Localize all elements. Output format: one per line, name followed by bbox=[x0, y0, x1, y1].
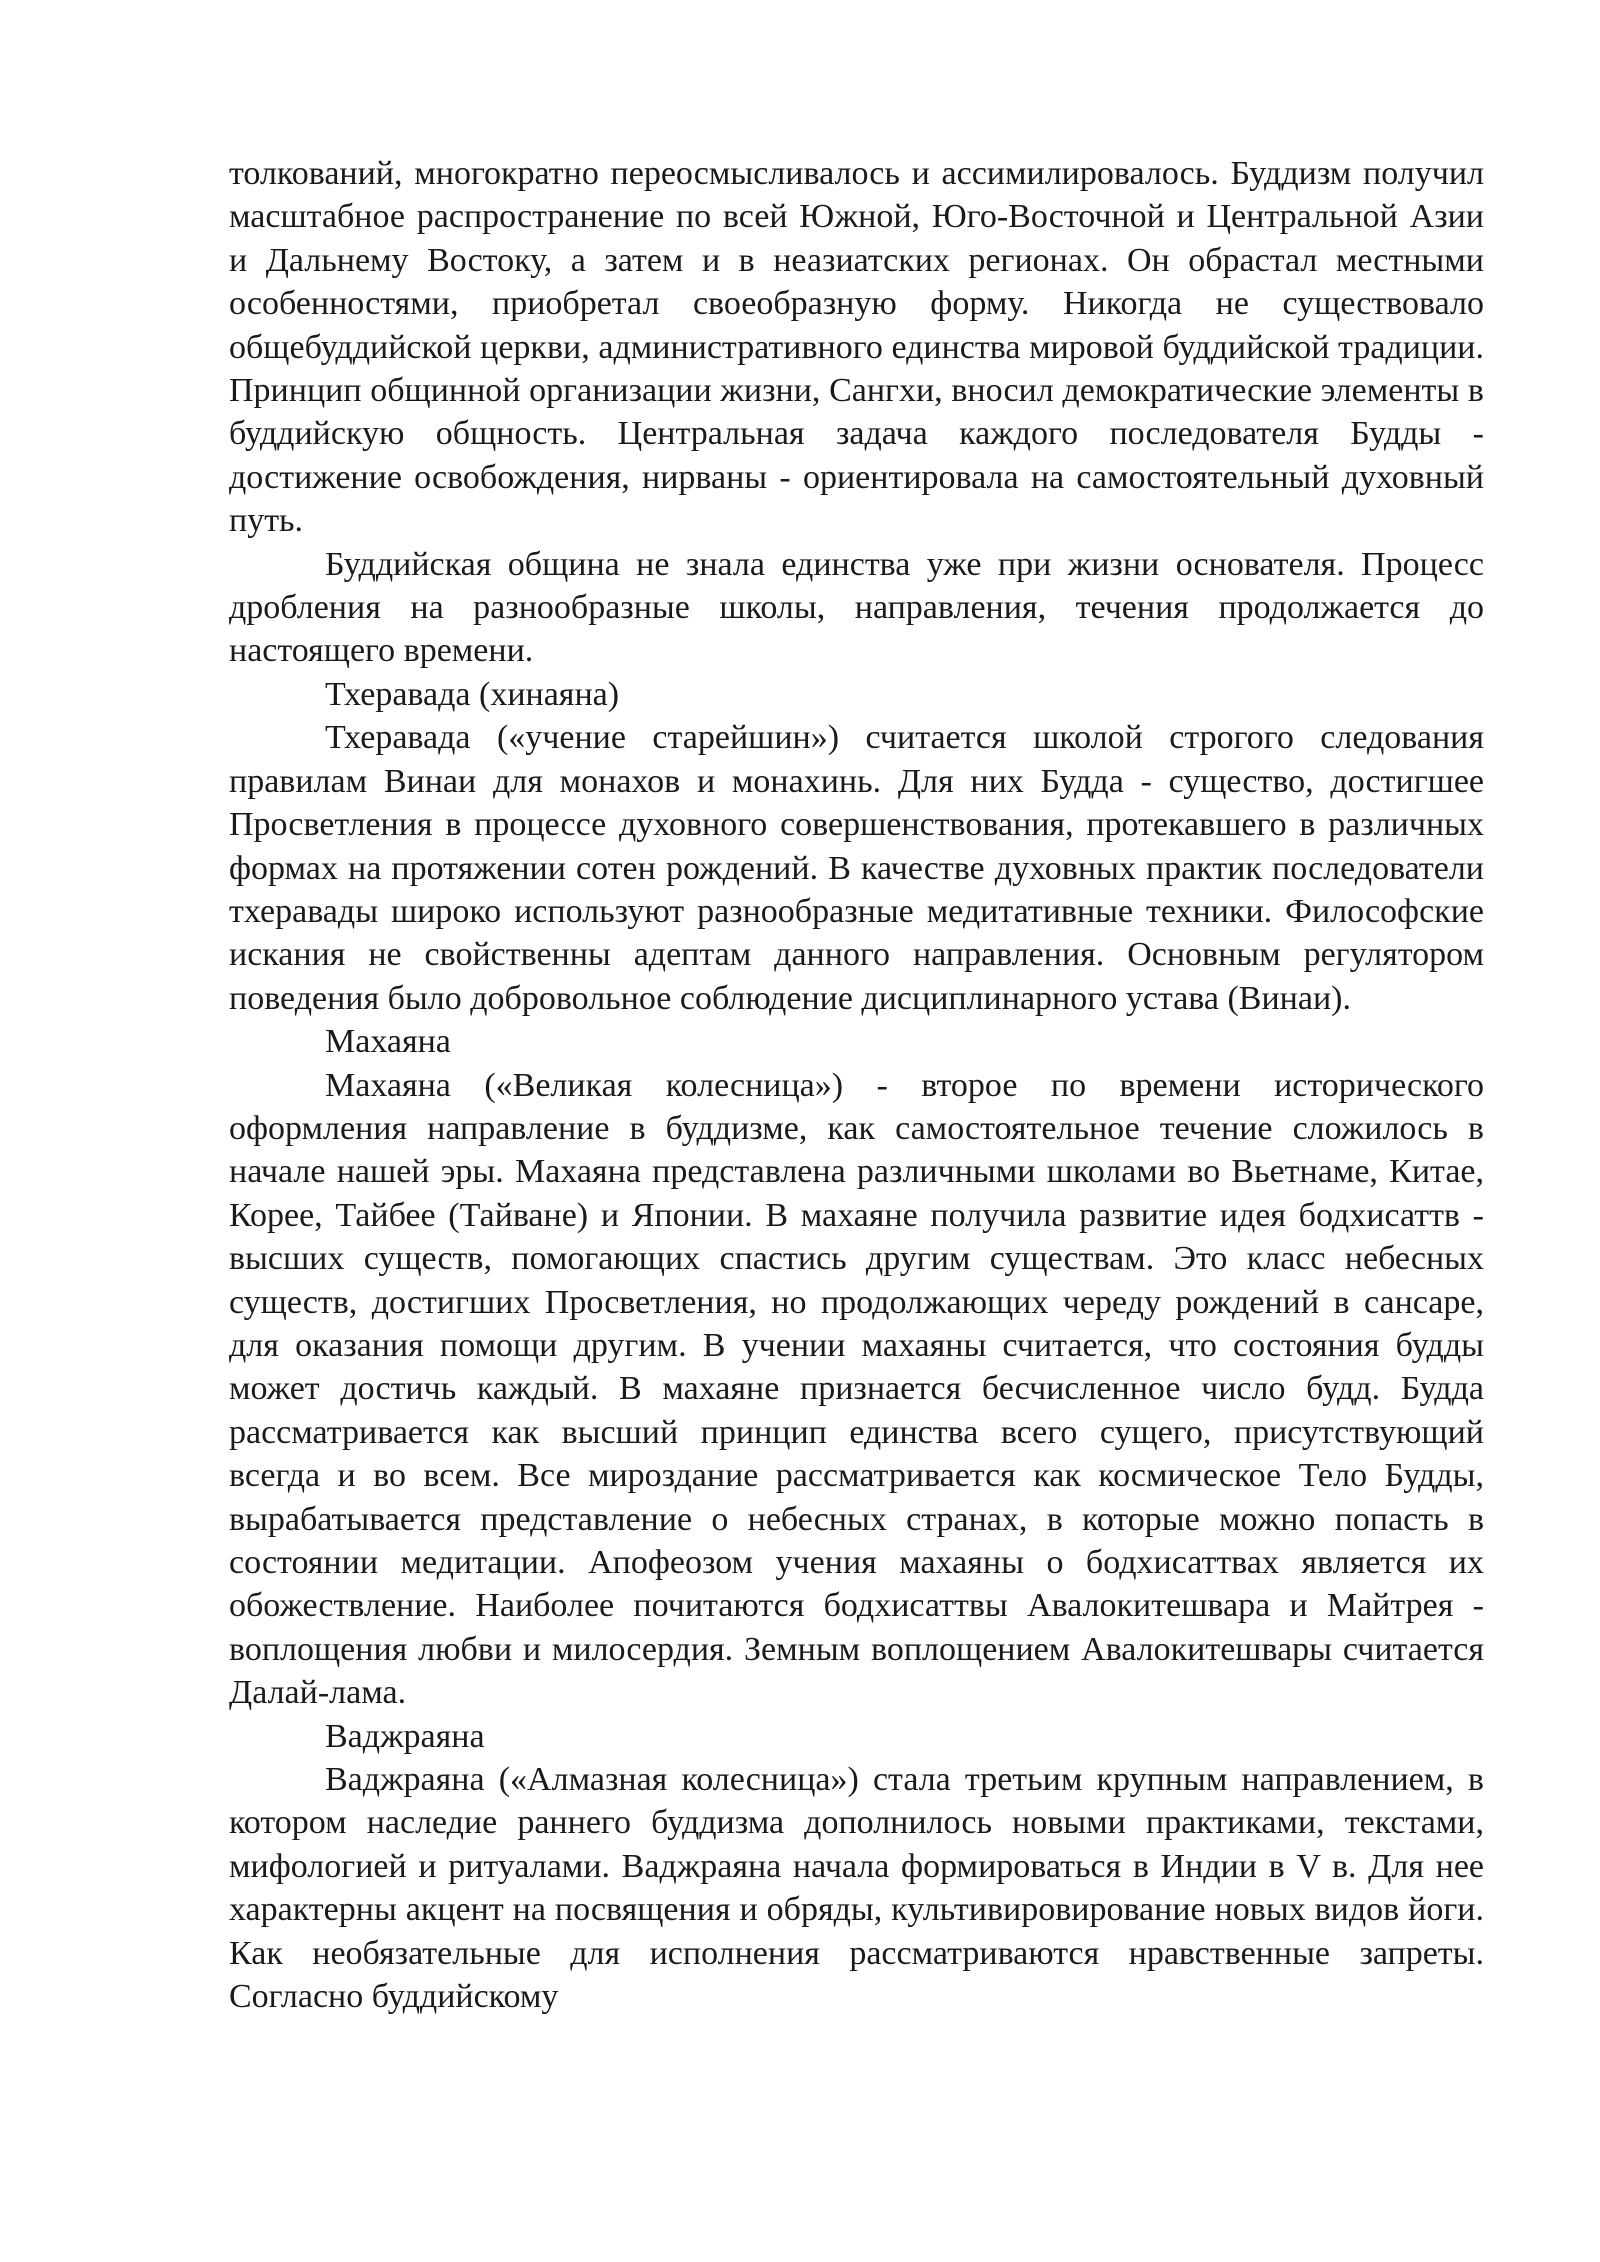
paragraph-vajrayana: Ваджраяна («Алмазная колесница») стала третьим крупным направлением, в котором наследие раннего буддизма дополнилось новыми практиками, текстами, мифологией и ритуалами. Ваджраяна начала формироваться в Индии в V в. Для нее характерны акцент на посвящения и обряды, культивировирование новых видов йоги. Как необязательные для исполнения рассматриваются нравственные запреты. Согласно буддийскому bbox=[229, 1761, 1484, 2016]
paragraph-continuation: толкований, многократно переосмысливалось и ассимилировалось. Буддизм получил масштабное распространение по всей Южной, Юго-Восточной и Центральной Азии и Дальнему Востоку, а затем и в неазиатских регионах. Он обрастал местными особенностями, приобретал своеобразную форму. Никогда не существовало общебуддийской церкви, административного единства мировой буддийской традиции. Принцип общинной организации жизни, Сангхи, вносил демократические элементы в буддийскую общность. Центральная задача каждого последователя Будды - достижение освобождения, нирваны - ориентировала на самостоятельный духовный путь. bbox=[229, 155, 1484, 540]
paragraph-theravada: Тхеравада («учение старейшин») считается школой строгого следования правилам Винаи для монахов и монахинь. Для них Будда - существо, достигшее Просветления в процессе духовного совершенствования, протекавшего в различных формах на протяжении сотен рождений. В качестве духовных практик последователи тхеравады широко используют разнообразные медитативные техники. Философские искания не свойственны адептам данного направления. Основным регулятором поведения было добровольное соблюдение дисциплинарного устава (Винаи). bbox=[229, 719, 1484, 1017]
section-heading-vajrayana: Ваджраяна bbox=[325, 1717, 485, 1755]
document-body bbox=[229, 152, 1484, 2018]
section-heading-theravada: Тхеравада (хинаяна) bbox=[325, 675, 620, 713]
section-heading-mahayana: Махаяна bbox=[325, 1023, 451, 1061]
paragraph-mahayana: Махаяна («Великая колесница») - второе по времени исторического оформления направление в буддизме, как самостоятельное течение сложилось в начале нашей эры. Махаяна представлена различными школами во Вьетнаме, Китае, Корее, Тайбее (Тайване) и Японии. В махаяне получила развитие идея бодхисаттв - высших существ, помогающих спастись другим существам. Это класс небесных существ, достигших Просветления, но продолжающих череду рождений в сансаре, для оказания помощи другим. В учении махаяны считается, что состояния будды может достичь каждый. В махаяне признается бесчисленное число будд. Будда рассматривается как высший принцип единства всего сущего, присутствующий всегда и во всем. Все мироздание рассматривается как космическое Тело Будды, вырабатывается представление о небесных странах, в которые можно попасть в состоянии медитации. Апофеозом учения махаяны о бодхисаттвах является их обожествление. Наиболее почитаются бодхисаттвы Авалокитешвара и Майтрея - воплощения любви и милосердия. Земным воплощением Авалокитешвары считается Далай-лама. bbox=[229, 1066, 1484, 1712]
paragraph-community-division: Буддийская община не знала единства уже при жизни основателя. Процесс дробления на разнообразные школы, направления, течения продолжается до настоящего времени. bbox=[229, 545, 1484, 670]
